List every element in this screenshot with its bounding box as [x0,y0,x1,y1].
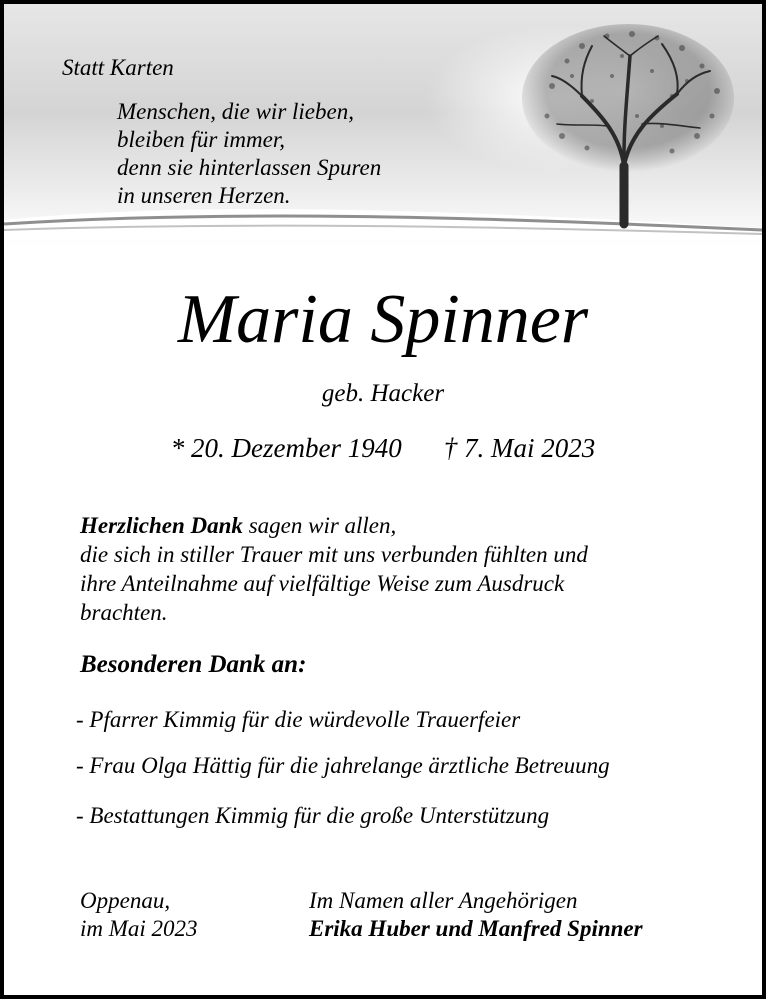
signature-block [309,887,643,943]
maiden-name: geb. Hacker [321,380,445,407]
thanks-line: die sich in stiller Trauer mit uns verbunden fühlten und [80,542,588,567]
poem [117,98,381,210]
tree-icon [512,16,742,231]
place-and-date [80,887,198,943]
header-banner [4,4,762,246]
thanks-line: brachten. [80,600,168,625]
thanks-rest: sagen wir allen, [242,513,397,538]
poem-line: bleiben für immer, [117,127,286,152]
deceased-name: Maria Spinner [177,281,589,358]
life-dates [4,432,762,464]
thanks-lead: Herzlichen Dank [80,513,243,538]
special-thanks-heading: Besonderen Dank an: [80,651,307,678]
thanks-line: ihre Anteilnahme auf vielfältige Weise zum Ausdruck [80,571,565,596]
death-date: † 7. Mai 2023 [443,433,596,463]
date: im Mai 2023 [80,916,198,941]
birth-date: * 20. Dezember 1940 [170,433,402,463]
poem-line: Menschen, die wir lieben, [117,99,354,124]
signatories: Erika Huber und Manfred Spinner [309,916,643,941]
intro-text: Statt Karten [62,55,174,80]
poem-line: denn sie hinterlassen Spuren [117,155,382,180]
thanks-paragraph [80,511,720,627]
poem-line: in unseren Herzen. [117,183,291,208]
special-thanks-item: - Bestattungen Kimmig für die große Unterstützung [76,803,550,828]
special-thanks-item: - Pfarrer Kimmig für die würdevolle Trauerfeier [76,707,521,732]
place: Oppenau, [80,888,171,913]
special-thanks-item: - Frau Olga Hättig für die jahrelange ärztliche Betreuung [76,753,610,778]
on-behalf: Im Namen aller Angehörigen [309,888,578,913]
